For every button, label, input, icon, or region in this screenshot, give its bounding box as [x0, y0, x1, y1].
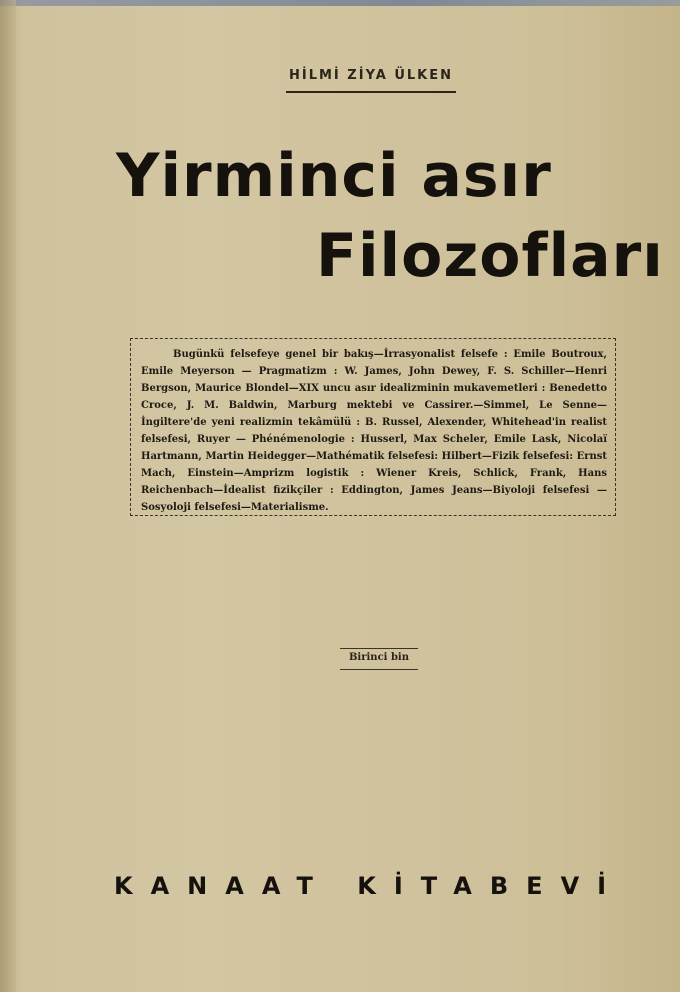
edition-label: Birinci bin [348, 652, 410, 663]
contents-box [130, 338, 616, 516]
publisher-name: KANAAT KİTABEVİ [114, 872, 625, 900]
contents-text: Bugünkü felsefeye genel bir bakış—İrrasyonalist felsefe : Emile Boutroux, Emile Meyerson — Pragmatizm : W. James, John Dewey, F. S. Schiller—Henri Bergson, Maurice Blondel—XIX uncu asır idealizminin mukavemetleri : Benedetto Croce, J. M. Baldwin, Marburg mektebi ve Cassirer.—Simmel, Le Senne—İngiltere'de yeni realizmin tekâmülü : B. Russel, Alexender, Whitehead'in realist felsefesi, Ruyer — Phénémenologie : Husserl, Max Scheler, Emile Lask, Nicolaï Hartmann, Martin Heidegger—Mathématik felsefesi: Hilbert—Fizik felsefesi: Ernst Mach, Einstein—Amprizm logistik : Wiener Kreis, Schlick, Frank, Hans Reichenbach—İdealist fizikçiler : Eddington, James Jeans—Biyoloji felsefesi — Sosyoloji felsefesi—Materialisme. [141, 349, 607, 513]
edition-rule-bottom [340, 669, 418, 670]
author-name: HİLMİ ZİYA ÜLKEN [289, 68, 453, 83]
author-underline [286, 91, 456, 93]
page-binding-edge [0, 0, 16, 992]
book-title-line-1: Yirminci asır [116, 141, 552, 211]
book-title-line-2: Filozofları [316, 221, 664, 291]
edition-rule-top [340, 648, 418, 649]
page-top-edge [0, 0, 680, 6]
